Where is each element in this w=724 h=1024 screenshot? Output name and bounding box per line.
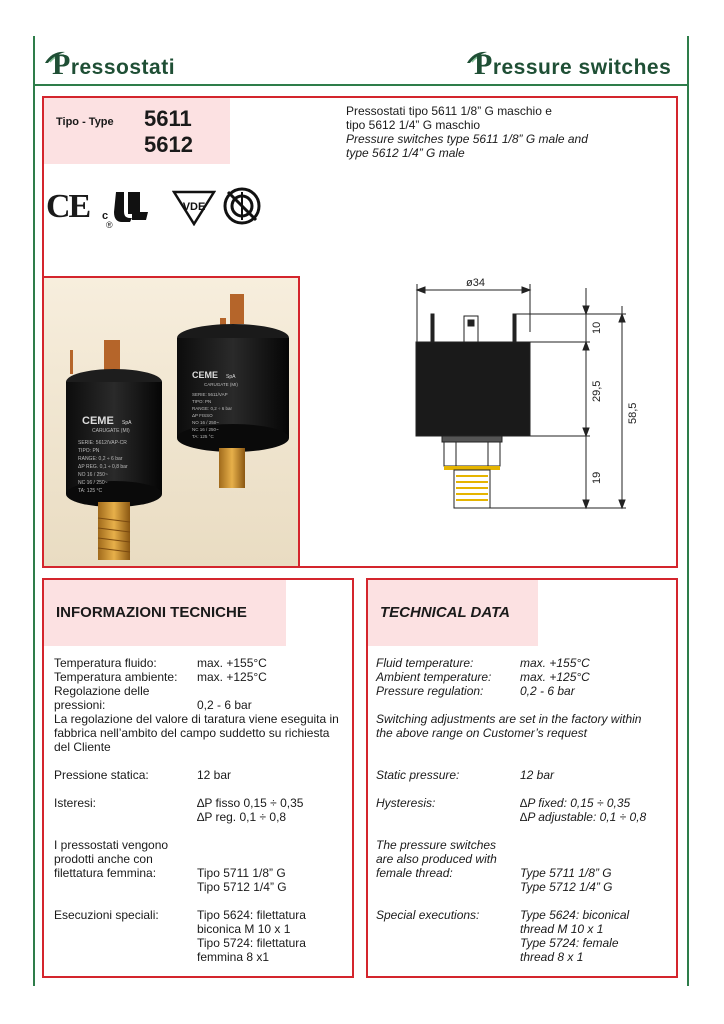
left-margin-rule: [33, 36, 35, 986]
product-description: [346, 104, 666, 160]
dim-mid-label: 29,5: [591, 380, 603, 402]
product-photo: [44, 278, 298, 566]
en-ambient-value: max. +125°C: [520, 670, 590, 684]
it-fluid-label: Temperatura fluido:: [54, 656, 157, 670]
ce-mark: CE: [46, 188, 90, 225]
it-note-line: La regolazione del valore di taratura viene eseguita in: [54, 712, 339, 726]
it-female-value-2: Tipo 5712 1/4” G: [197, 880, 287, 894]
front-label-line: NC 16 / 250~: [78, 480, 108, 486]
it-ambient-label: Temperatura ambiente:: [54, 670, 178, 684]
it-female-label-1: I pressostati vengono: [54, 838, 169, 852]
description-it-line: tipo 5612 1/4” G maschio: [346, 118, 481, 132]
header-title-it-cap: P: [52, 48, 71, 81]
en-hyst-value-1: ∆P fixed: 0,15 ÷ 0,35: [520, 796, 631, 810]
it-hyst-value-1: ∆P fisso 0,15 ÷ 0,35: [197, 796, 304, 810]
en-special-value-2: thread M 10 x 1: [520, 922, 604, 936]
it-special-value-1: Tipo 5624: filettatura: [197, 908, 306, 922]
description-it-line: Pressostati tipo 5611 1/8” G maschio e: [346, 104, 552, 118]
imq-logo-icon: [222, 186, 262, 226]
it-special-value-4: femmina 8 x1: [197, 950, 270, 964]
en-static-label: Static pressure:: [376, 768, 460, 782]
dim-width-label: ø34: [466, 277, 485, 289]
en-static-value: 12 bar: [520, 768, 555, 782]
it-female-value-1: Tipo 5711 1/8” G: [197, 866, 286, 880]
en-hyst-value-2: ∆P adjustable: 0,1 ÷ 0,8: [520, 810, 647, 824]
it-fluid-value: max. +155°C: [197, 656, 267, 670]
en-female-label-3: female thread:: [376, 866, 453, 880]
en-female-label-1: The pressure switches: [376, 838, 497, 852]
it-special-value-2: biconica M 10 x 1: [197, 922, 291, 936]
front-label-brand: CEME: [82, 415, 114, 427]
it-special-label: Esecuzioni speciali:: [54, 908, 159, 922]
en-special-value-4: thread 8 x 1: [520, 950, 584, 964]
model-number-2: 5612: [144, 132, 193, 157]
back-label-line: ΔP FISSO: [192, 413, 213, 418]
header-rule: [34, 84, 688, 86]
front-label-line: ΔP REG. 0,1 ÷ 0,8 bar: [78, 464, 128, 470]
dim-total-label: 58,5: [627, 402, 639, 424]
en-section-title: TECHNICAL DATA: [380, 604, 510, 621]
back-label-line: TA: 125 °C: [192, 434, 214, 439]
front-label-line: TIPO: PN: [78, 448, 100, 454]
dim-top-label: 10: [591, 321, 603, 334]
back-label-line: NO 16 / 250~: [192, 420, 219, 425]
it-reg-label-2: pressioni:: [54, 698, 106, 712]
it-static-value: 12 bar: [197, 768, 232, 782]
description-en-line: type 5612 1/4” G male: [346, 146, 465, 160]
back-label-spa: SpA: [226, 374, 236, 380]
model-number-1: 5611: [144, 106, 192, 131]
dim-bottom-label: 19: [591, 471, 603, 484]
vde-text: VDE: [182, 201, 206, 213]
front-label-line: TA: 125 °C: [78, 488, 103, 494]
it-note-line: fabbrica nell’ambito del campo suddetto su richiesta: [54, 726, 330, 740]
it-reg-value: 0,2 - 6 bar: [197, 698, 252, 712]
en-female-value-1: Type 5711 1/8” G: [520, 866, 612, 880]
back-label-line: SERIE: 5611/VAP: [192, 392, 228, 397]
type-label: Tipo - Type: [56, 116, 114, 128]
header-title-en-cap: P: [474, 48, 493, 81]
vde-mark: [172, 188, 216, 231]
ul-c-mark: c: [102, 210, 109, 222]
en-female-label-2: are also produced with: [376, 852, 497, 866]
dimension-drawing-icon: [400, 272, 640, 528]
pressure-switch-photo-icon: [44, 278, 298, 566]
en-reg-label: Pressure regulation:: [376, 684, 484, 698]
header-title-en-rest: ressure switches: [492, 56, 672, 79]
it-static-label: Pressione statica:: [54, 768, 149, 782]
en-fluid-label: Fluid temperature:: [376, 656, 474, 670]
it-female-label-3: filettatura femmina:: [54, 866, 157, 880]
en-special-value-3: Type 5724: female: [520, 936, 619, 950]
description-en-line: Pressure switches type 5611 1/8” G male and: [346, 132, 588, 146]
it-hyst-label: Isteresi:: [54, 796, 97, 810]
front-label-spa: SpA: [122, 420, 132, 426]
it-section-title: INFORMAZIONI TECNICHE: [56, 604, 247, 621]
back-label-sub: CARUGATE (MI): [204, 382, 238, 387]
front-label-line: NO 16 / 250~: [78, 472, 108, 478]
en-ambient-label: Ambient temperature:: [376, 670, 492, 684]
back-label-brand: CEME: [192, 370, 219, 380]
right-margin-rule: [687, 36, 689, 986]
en-female-value-2: Type 5712 1/4” G: [520, 880, 613, 894]
header-title-en: [474, 48, 671, 82]
en-reg-value: 0,2 - 6 bar: [520, 684, 575, 698]
en-hyst-label: Hysteresis:: [376, 796, 436, 810]
ul-r-mark: ®: [106, 220, 113, 230]
header-title-it: [52, 48, 175, 82]
front-label-line: RANGE: 0,2 ÷ 6 bar: [78, 456, 123, 462]
front-label-line: SERIE: 5612/VAP-CR: [78, 440, 127, 446]
en-special-value-1: Type 5624: biconical: [520, 908, 630, 922]
back-label-line: TIPO: PN: [192, 399, 212, 404]
it-hyst-value-2: ∆P reg. 0,1 ÷ 0,8: [197, 810, 287, 824]
header-title-it-rest: ressostati: [70, 56, 176, 79]
ul-mark: [110, 190, 158, 222]
it-note-line: del Cliente: [54, 740, 111, 754]
it-female-label-2: prodotti anche con: [54, 852, 153, 866]
back-label-line: NC 16 / 250~: [192, 427, 219, 432]
type-highlight: [44, 98, 230, 164]
en-note-line: Switching adjustments are set in the factory within: [376, 712, 642, 726]
it-ambient-value: max. +125°C: [197, 670, 267, 684]
it-reg-label-1: Regolazione delle: [54, 684, 150, 698]
en-fluid-value: max. +155°C: [520, 656, 590, 670]
en-note-line: the above range on Customer’s request: [376, 726, 588, 740]
imq-mark: [222, 186, 262, 231]
it-special-value-3: Tipo 5724: filettatura: [197, 936, 306, 950]
ul-logo-icon: [110, 190, 158, 222]
en-special-label: Special executions:: [376, 908, 480, 922]
back-label-line: RANGE: 0,2 ÷ 6 bar: [192, 406, 232, 411]
front-label-sub: CARUGATE (MI): [92, 428, 130, 434]
technical-drawing: [400, 272, 640, 528]
vde-logo-icon: [172, 188, 216, 226]
